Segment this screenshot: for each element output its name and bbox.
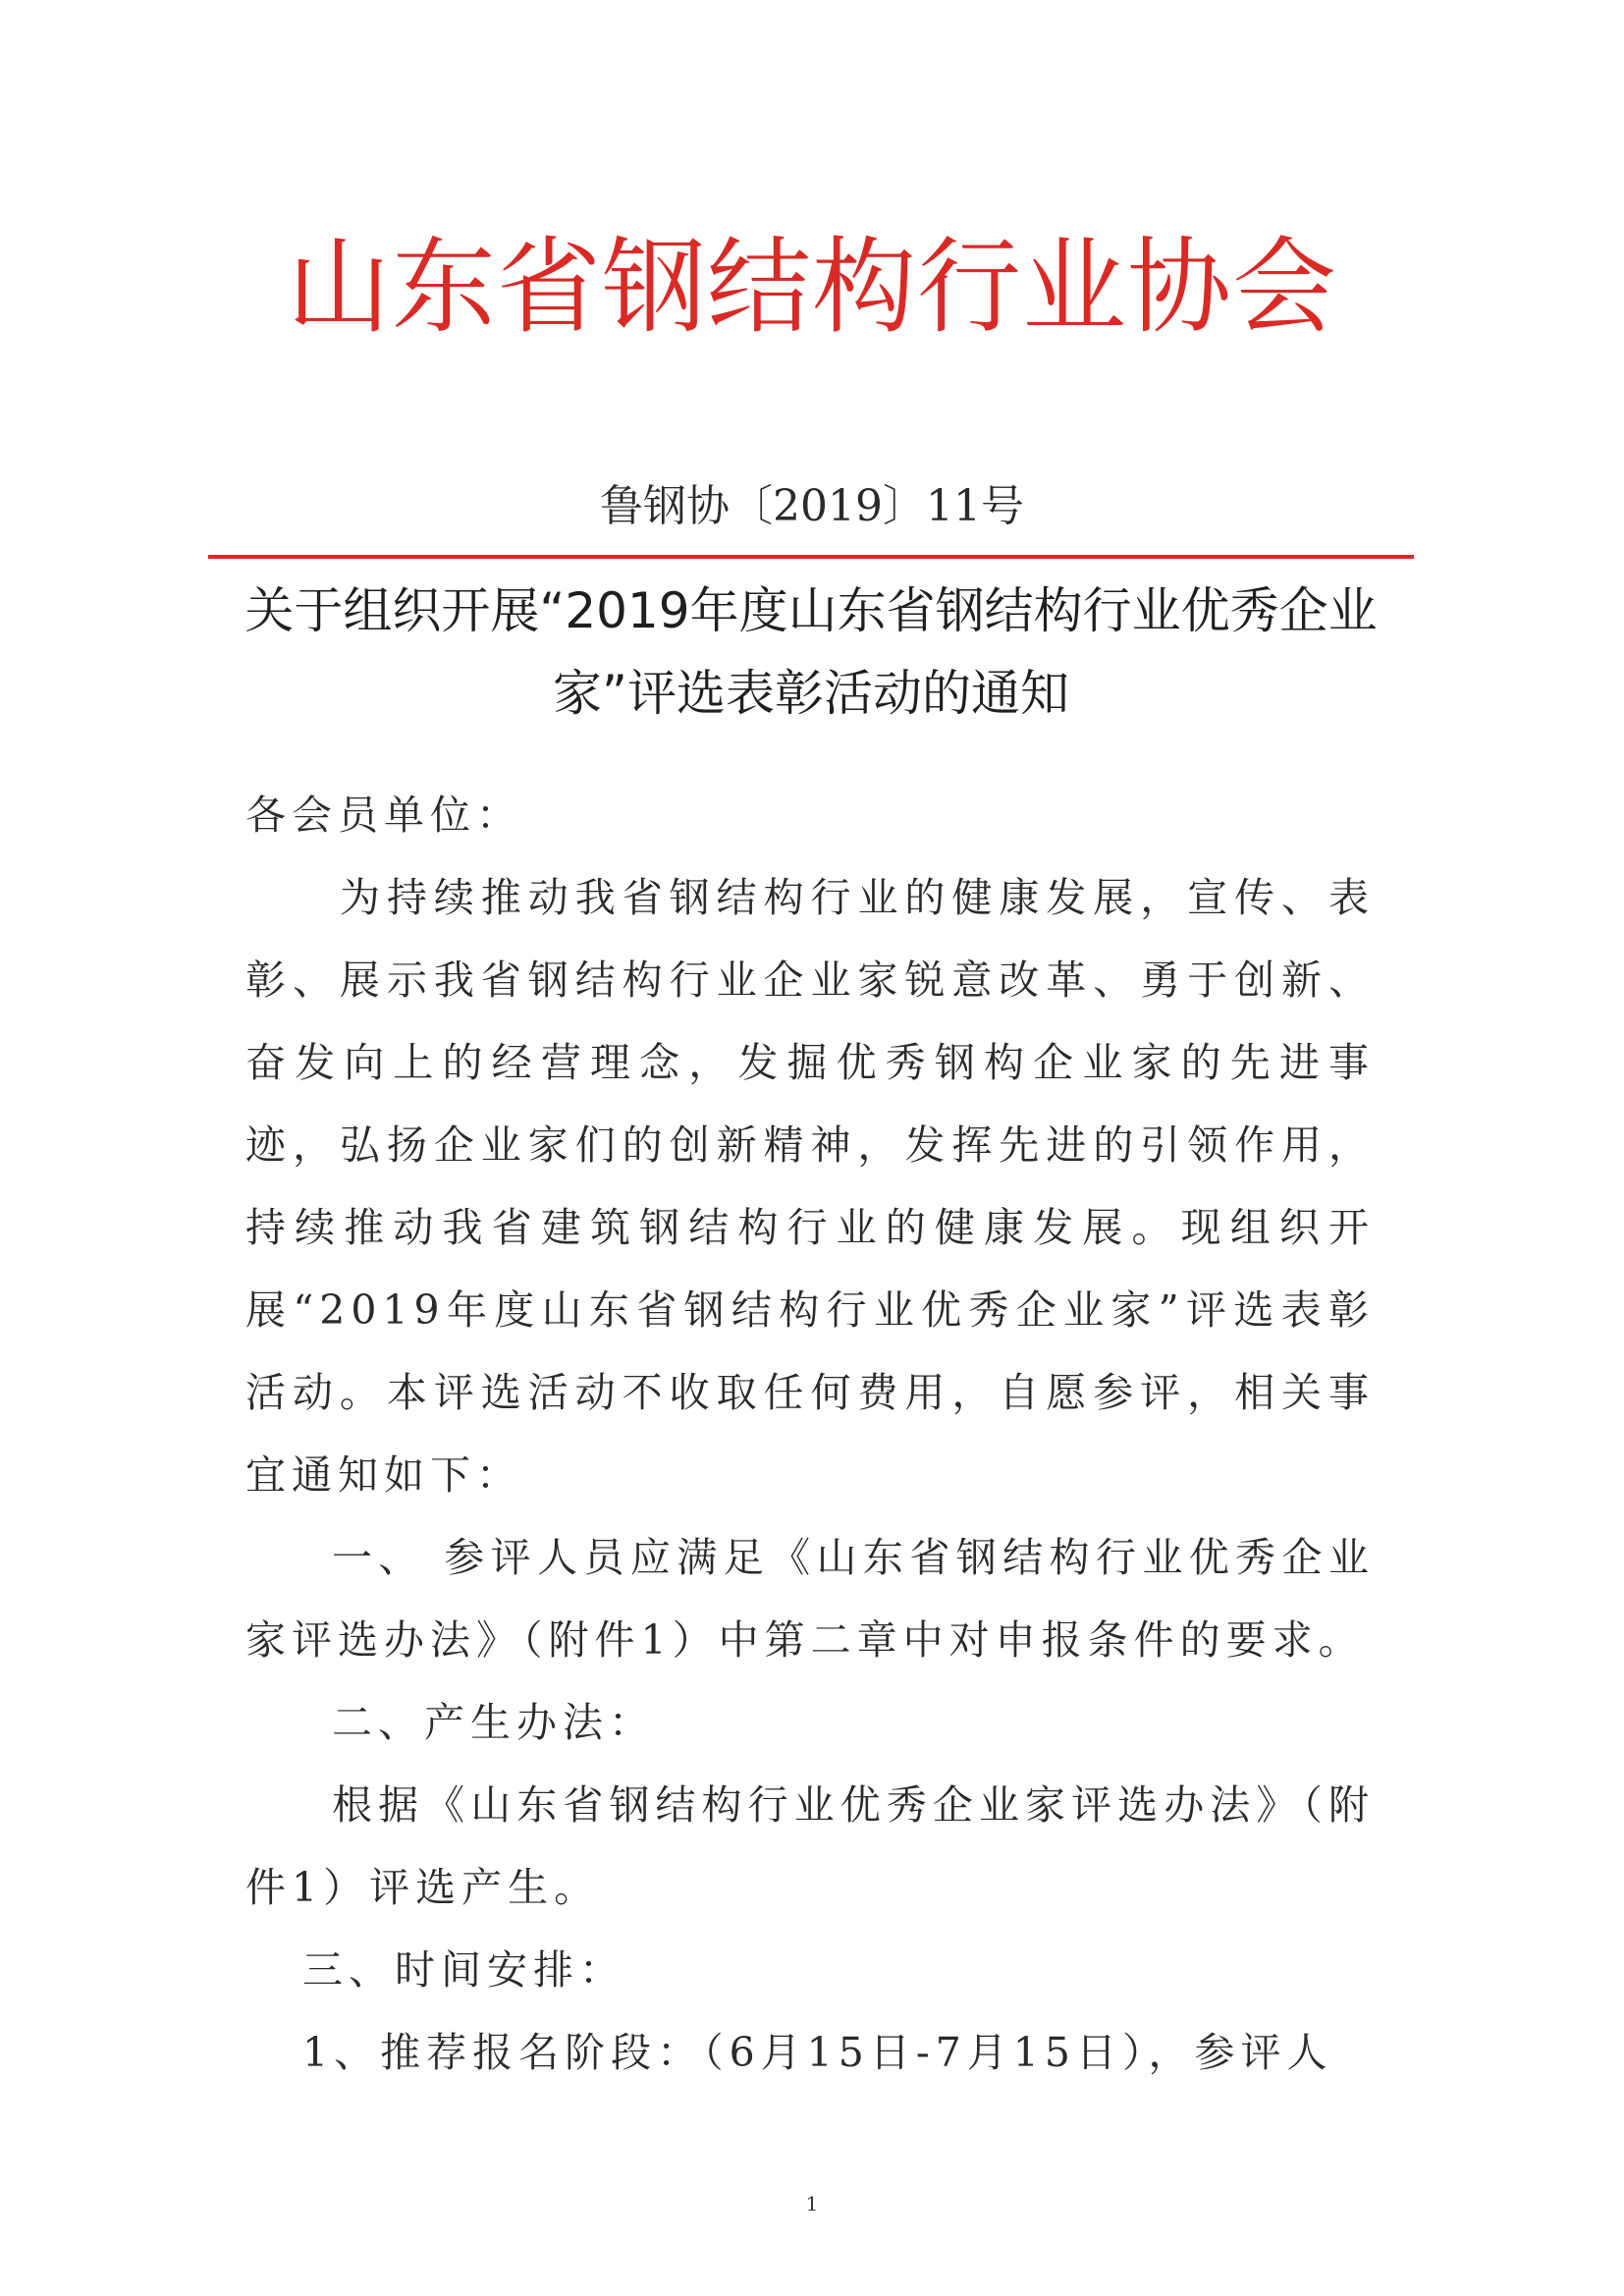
document-number: 鲁钢协〔2019〕11号 (600, 481, 1024, 531)
intro-paragraph: 为持续推动我省钢结构行业的健康发展，宣传、表彰、展示我省钢结构行业企业家锐意改革、勇于创新、奋发向上的经营理念，发掘优秀钢构企业家的先进事迹，弘扬企业家们的创新精神，发挥先进的引领作用，持续推动我省建筑钢结构行业的健康发展。现组织开展“2019年度山东省钢结构行业优秀企业家”评选表彰活动。本评选活动不收取任何费用，自愿参评，相关事宜通知如下： (245, 874, 1375, 1499)
notice-title-line-1: 关于组织开展“2019年度山东省钢结构行业优秀企业 (244, 582, 1378, 639)
salutation: 各会员单位： (245, 792, 522, 839)
notice-title-line-2: 家”评选表彰活动的通知 (553, 665, 1069, 722)
item-3-sub-1: 1、推荐报名阶段：（6月15日-7月15日），参评人 (302, 2029, 1333, 2076)
item-1-paragraph: 一、 参评人员应满足《山东省钢结构行业优秀企业家评选办法》（附件1）中第二章中对申报条件的要求。 (245, 1534, 1375, 1664)
page-number: 1 (805, 2192, 819, 2215)
red-divider-line (208, 555, 1414, 559)
notice-title (242, 570, 1380, 735)
item-2-heading: 二、产生办法： (332, 1699, 655, 1746)
notice-body (245, 774, 1375, 2094)
organization-title: 山东省钢结构行业协会 (287, 227, 1337, 348)
item-2-paragraph: 根据《山东省钢结构行业优秀企业家评选办法》（附件1）评选产生。 (245, 1781, 1375, 1911)
item-3-heading: 三、时间安排： (302, 1946, 625, 1994)
